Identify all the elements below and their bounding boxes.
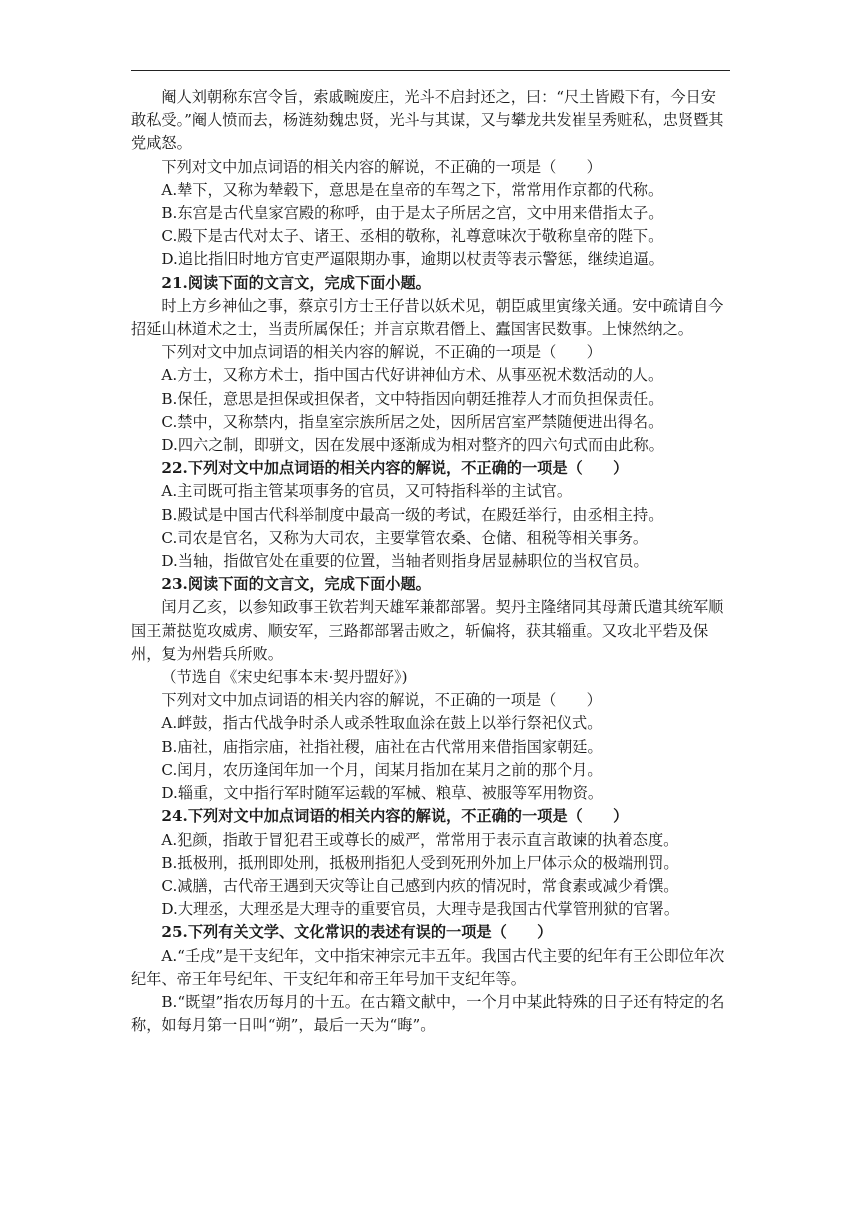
answer-option: B.殿试是中国古代科举制度中最高一级的考试，在殿廷举行，由丞相主持。 (161, 505, 664, 524)
answer-option: D.辎重，文中指行军时随军运载的军械、粮草、被服等军用物资。 (161, 784, 604, 803)
question-heading: 22.下列对文中加点词语的相关内容的解说，不正确的一项是（ ） (161, 459, 629, 478)
question-prompt: 下列对文中加点词语的相关内容的解说，不正确的一项是（ ） (161, 157, 602, 176)
answer-option: A.衅鼓，指古代战争时杀人或杀牲取血涂在鼓上以举行祭祀仪式。 (161, 714, 603, 733)
document-body (131, 86, 731, 1037)
answer-option: A.“壬戌”是干支纪年，文中指宋神宗元丰五年。我国古代主要的纪年有王公即位年次纪年、帝王年号纪年、干支纪年和帝王年号加干支纪年等。 (131, 946, 725, 988)
answer-option: B.“既望”指农历每月的十五。在古籍文献中，一个月中某此特殊的日子还有特定的名称，如每月第一日叫“朔”，最后一天为“晦”。 (131, 992, 725, 1035)
answer-option: B.抵极刑，抵刑即处刑，抵极刑指犯人受到死刑外加上尸体示众的极端刑罚。 (161, 853, 679, 872)
answer-option: B.保任，意思是担保或担保者，文中特指因向朝廷推荐人才而负担保责任。 (161, 389, 664, 408)
question-heading: 25.下列有关文学、文化常识的表述有误的一项是（ ） (161, 923, 553, 942)
answer-option: C.殿下是古代对太子、诸王、丞相的敬称，礼尊意味次于敬称皇帝的陛下。 (161, 227, 664, 246)
answer-option: A.辇下，又称为辇毂下，意思是在皇帝的车驾之下，常常用作京都的代称。 (161, 180, 664, 199)
answer-option: C.禁中，又称禁内，指皇室宗族所居之处，因所居宫室严禁随便进出得名。 (161, 412, 664, 431)
answer-option: D.大理丞，大理丞是大理寺的重要官员，大理寺是我国古代掌管刑狱的官署。 (161, 900, 680, 919)
header-rule (131, 70, 730, 71)
answer-option: C.闰月，农历逢闰年加一个月，闰某月指加在某月之前的那个月。 (161, 760, 603, 779)
answer-option: A.犯颜，指敢于冒犯君王或尊长的威严，常常用于表示直言敢谏的执着态度。 (161, 830, 679, 849)
passage-text: 阉人刘朝称东宫令旨，索戚畹废庄，光斗不启封还之，曰：“尺土皆殿下有，今日安敢私受。”阉人愤而去，杨涟劾魏忠贤，光斗与其谋，又与攀龙共发崔呈秀赃私，忠贤暨其党咸怒。 (131, 88, 724, 153)
question-prompt: 下列对文中加点词语的相关内容的解说，不正确的一项是（ ） (161, 343, 602, 362)
answer-option: D.当轴，指做官处在重要的位置，当轴者则指身居显赫职位的当权官员。 (161, 552, 649, 571)
question-heading: 24.下列对文中加点词语的相关内容的解说，不正确的一项是（ ） (161, 807, 629, 826)
question-heading: 23.阅读下面的文言文，完成下面小题。 (161, 575, 431, 594)
passage-text: 闰月乙亥，以参知政事王钦若判天雄军兼都部署。契丹主隆绪同其母萧氏遣其统军顺国王萧挞览攻威虏、顺安军，三路都部署击败之，斩偏将，获其辎重。又攻北平砦及保州，复为州砦兵所败。 (131, 598, 724, 663)
answer-option: A.主司既可指主管某项事务的官员，又可特指科举的主试官。 (161, 482, 573, 501)
answer-option: A.方士，又称方术士，指中国古代好讲神仙方术、从事巫祝术数活动的人。 (161, 366, 664, 385)
answer-option: B.东宫是古代皇家宫殿的称呼，由于是太子所居之宫，文中用来借指太子。 (161, 204, 664, 223)
answer-option: D.四六之制，即骈文，因在发展中逐渐成为相对整齐的四六句式而由此称。 (161, 436, 664, 455)
answer-option: B.庙社，庙指宗庙，社指社稷，庙社在古代常用来借指国家朝廷。 (161, 737, 603, 756)
question-heading: 21.阅读下面的文言文，完成下面小题。 (161, 273, 431, 292)
passage-text: 时上方乡神仙之事，蔡京引方士王仔昔以妖术见，朝臣戚里寅缘关通。安中疏请自今招延山林道术之士，当责所属保任；并言京欺君僭上、蠹国害民数事。上悚然纳之。 (131, 296, 724, 339)
source-citation: （节选自《宋史纪事本末·契丹盟好》) (161, 668, 408, 687)
answer-option: C.司农是官名，又称为大司农，主要掌管农桑、仓储、租税等相关事务。 (161, 528, 649, 547)
question-prompt: 下列对文中加点词语的相关内容的解说，不正确的一项是（ ） (161, 691, 602, 710)
answer-option: C.减膳，古代帝王遇到天灾等让自己感到内疚的情况时，常食素或减少肴馔。 (161, 876, 679, 895)
answer-option: D.追比指旧时地方官吏严逼限期办事，逾期以杖责等表示警惩，继续追逼。 (161, 250, 664, 269)
